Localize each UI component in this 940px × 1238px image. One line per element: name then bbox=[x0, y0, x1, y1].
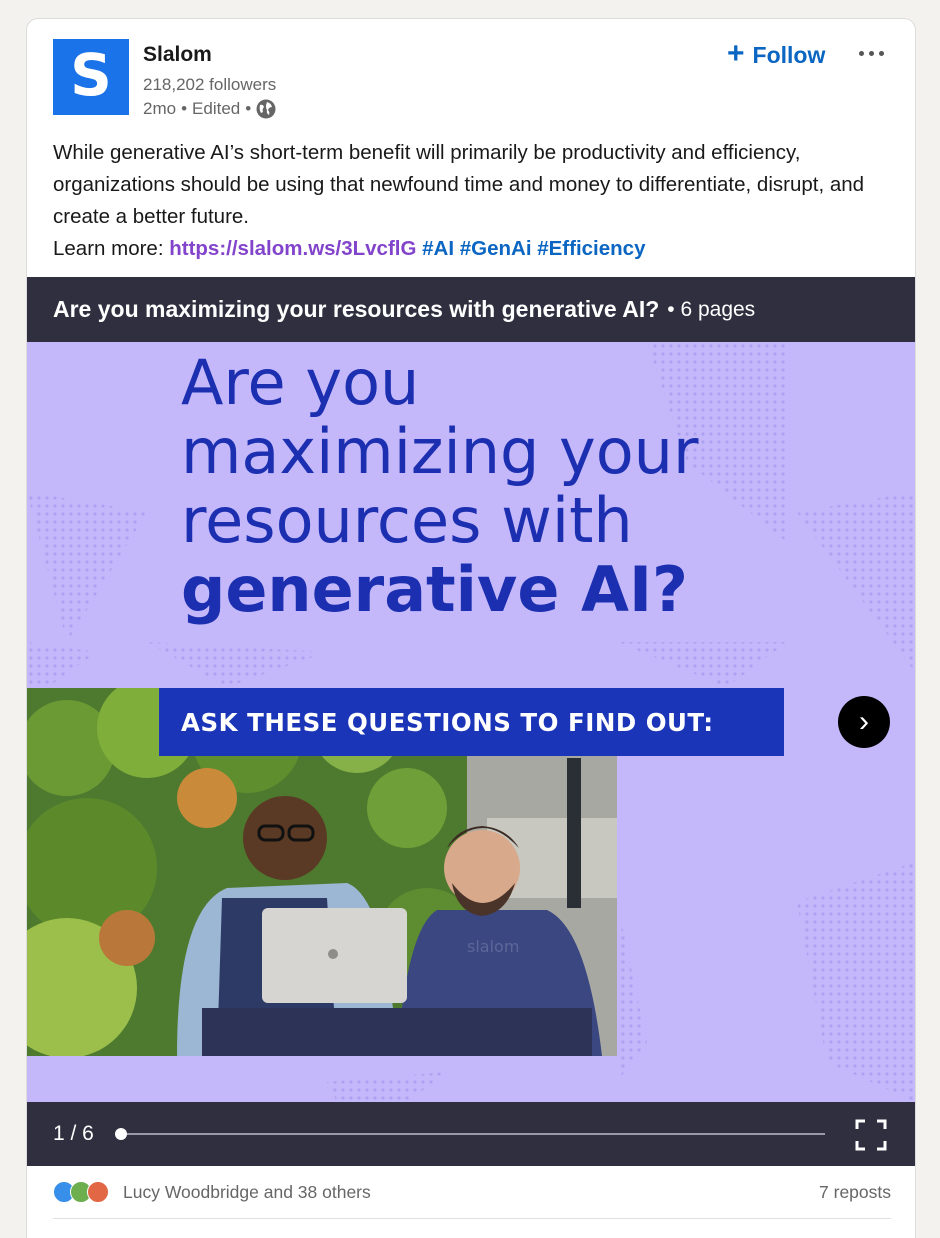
document-controls bbox=[27, 1102, 915, 1166]
slide-heading-line-2: maximizing your bbox=[181, 415, 699, 488]
page-indicator: 1 / 6 bbox=[53, 1122, 94, 1145]
post-body-text: While generative AI’s short-term benefit will primarily be productivity and efficiency, organizations should be using that newfound time and money to differentiate, disrupt, and create a better future. bbox=[53, 141, 865, 228]
document-title: Are you maximizing your resources with generative AI? bbox=[53, 296, 660, 322]
learn-more-line bbox=[53, 233, 873, 265]
hashtag-genai[interactable]: #GenAi bbox=[459, 237, 532, 260]
edited-label: Edited bbox=[192, 99, 241, 118]
document-slide[interactable] bbox=[27, 342, 915, 1102]
hashtag-efficiency[interactable]: #Efficiency bbox=[537, 237, 646, 260]
slide-heading-line-1: Are you bbox=[181, 346, 420, 419]
document-page-count: • 6 pages bbox=[667, 297, 756, 321]
progress-slider[interactable] bbox=[117, 1133, 825, 1135]
slide-heading bbox=[181, 348, 801, 624]
follower-count: 218,202 followers bbox=[143, 75, 277, 94]
more-dot bbox=[859, 51, 864, 56]
more-dot bbox=[869, 51, 874, 56]
document-header[interactable] bbox=[27, 277, 915, 342]
meta-separator: • bbox=[245, 99, 252, 118]
progress-knob[interactable] bbox=[115, 1128, 127, 1140]
slide-banner: ASK THESE QUESTIONS TO FIND OUT: bbox=[159, 688, 784, 756]
shirt-text: slalom bbox=[467, 937, 520, 956]
love-icon bbox=[87, 1181, 109, 1203]
meta-separator: • bbox=[181, 99, 188, 118]
follow-label: Follow bbox=[752, 41, 826, 68]
company-logo[interactable] bbox=[53, 39, 129, 115]
post-body bbox=[53, 137, 873, 265]
chevron-right-icon: › bbox=[859, 705, 869, 738]
company-name[interactable]: Slalom bbox=[143, 43, 212, 66]
reactors-summary[interactable]: Lucy Woodbridge and 38 others bbox=[123, 1182, 371, 1202]
post-card bbox=[26, 18, 916, 1238]
next-page-button[interactable] bbox=[838, 696, 890, 748]
slide-heading-line-3: resources with bbox=[181, 484, 633, 557]
reaction-icons[interactable] bbox=[53, 1181, 104, 1203]
globe-icon bbox=[256, 99, 276, 119]
post-meta bbox=[143, 99, 276, 119]
slide-heading-bold: generative AI? bbox=[181, 553, 688, 626]
learn-more-label: Learn more: bbox=[53, 237, 164, 260]
plus-icon: + bbox=[727, 36, 745, 70]
more-options-button[interactable] bbox=[851, 41, 891, 65]
post-time: 2mo bbox=[143, 99, 177, 118]
post-link[interactable]: https://slalom.ws/3LvcflG bbox=[169, 237, 417, 260]
hashtag-ai[interactable]: #AI bbox=[422, 237, 455, 260]
follow-button[interactable] bbox=[723, 37, 829, 73]
repost-count[interactable]: 7 reposts bbox=[819, 1182, 891, 1202]
pages-label: 6 pages bbox=[680, 297, 756, 321]
logo-letter: S bbox=[70, 41, 112, 109]
fullscreen-icon[interactable] bbox=[855, 1119, 887, 1151]
social-counts bbox=[53, 1179, 891, 1219]
more-dot bbox=[879, 51, 884, 56]
